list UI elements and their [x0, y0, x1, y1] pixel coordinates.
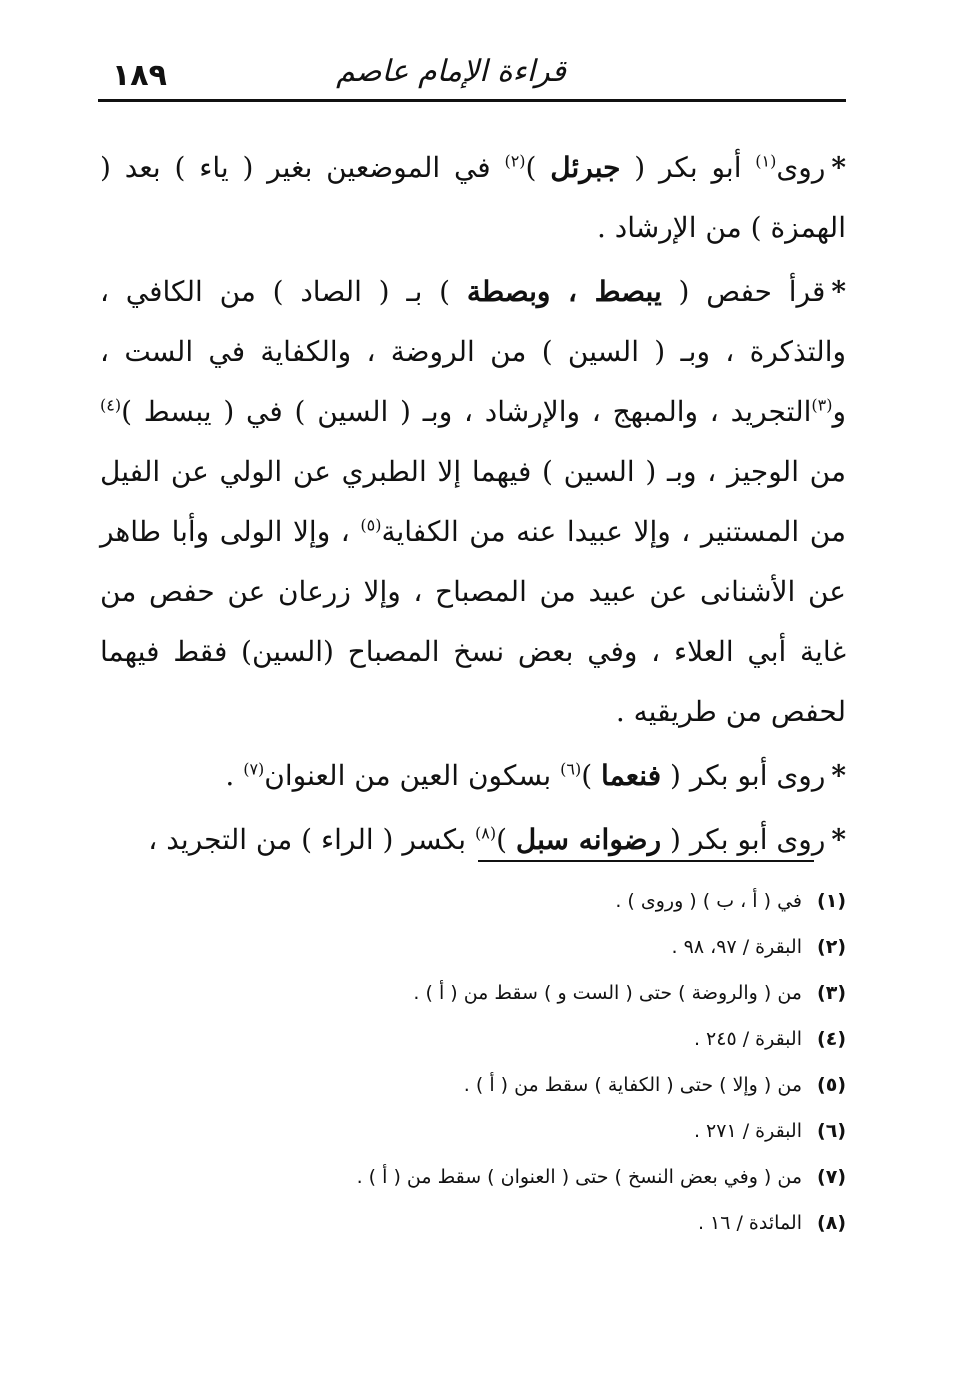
footnote-number: (٧) — [817, 1166, 846, 1188]
quranic-word: يبصط ، وبصطة — [466, 275, 662, 308]
footnote-number: (٦) — [817, 1120, 846, 1142]
footnote-item — [100, 1154, 846, 1200]
text-run: ، وإلا الولى وأبا طاهر عن الأشنانى عن عبيد من المصباح ، وإلا زرعان عن حفص من غاية أبي العلاء ، وفي بعض نسخ المصباح (السين) فقط فيهما لحفص من طريقيه . — [100, 515, 846, 728]
footnote-text: البقرة / ٢٧١ . — [693, 1120, 802, 1142]
text-run: قرأ حفص ( — [661, 275, 826, 308]
text-run: بكسر ( الراء ) من التجريد ، — [148, 823, 475, 856]
footnote-number: (٤) — [817, 1028, 846, 1050]
text-run: ) بـ ( الصاد ) من الكافي ، والتذكرة ، وبـ ( السين ) من الروضة ، والكفاية في الست ، و — [100, 275, 846, 428]
footnote-item — [100, 1108, 846, 1154]
footnote-text: البقرة / ٢٤٥ . — [693, 1028, 802, 1050]
footnotes — [100, 878, 846, 1246]
footnote-separator — [478, 860, 814, 862]
footnote-item — [100, 878, 846, 924]
footnote-number: (٥) — [817, 1074, 846, 1096]
footnote-reference: (٥) — [360, 515, 382, 535]
asterisk-marker: * — [831, 151, 846, 184]
text-run: روى — [776, 151, 826, 184]
footnote-reference: (٤) — [100, 395, 122, 415]
footnote-number: (٨) — [817, 1212, 846, 1234]
footnote-text: المائدة / ١٦ . — [697, 1212, 802, 1234]
text-run: بسكون العين من العنوان — [264, 759, 561, 792]
footnote-reference: (١) — [755, 151, 777, 171]
text-run: من الوجيز ، وبـ ( السين ) فيهما إلا الطبري عن الولي عن الفيل من المستنير ، وإلا عبيدا عنه من الكفاية — [100, 455, 847, 548]
paragraph — [100, 138, 846, 258]
paragraph — [100, 262, 846, 742]
paragraph — [100, 746, 846, 806]
footnote-item — [100, 1062, 846, 1108]
footnote-text: في ( أ ، ب ) ( وروى ) . — [615, 890, 802, 912]
asterisk-marker: * — [831, 759, 846, 792]
footnote-reference: (٢) — [504, 151, 526, 171]
footnote-item — [100, 924, 846, 970]
quranic-word: رضوانه سبل — [515, 823, 662, 856]
text-run: روى أبو بكر ( — [661, 759, 826, 792]
asterisk-marker: * — [831, 275, 846, 308]
footnote-number: (٣) — [817, 982, 846, 1004]
page-header — [98, 52, 846, 102]
text-run: ) — [496, 823, 516, 856]
footnote-item — [100, 1016, 846, 1062]
footnote-number: (١) — [817, 890, 846, 912]
text-run: ) — [525, 151, 551, 184]
text-run: في الموضعين بغير ( ياء ) بعد ( الهمزة ) من الإرشاد . — [100, 151, 846, 244]
footnote-item — [100, 1200, 846, 1246]
text-run: التجريد ، والمبهج ، والإرشاد ، وبـ ( السين ) في ( يبسط ) — [121, 395, 812, 428]
quranic-word: جبرئل — [550, 151, 621, 184]
footnote-item — [100, 970, 846, 1016]
text-run: أبو بكر ( — [620, 151, 756, 184]
running-title: قراءة الإمام عاصم — [336, 54, 566, 89]
footnote-text: من ( وإلا ) حتى ( الكفاية ) سقط من ( أ ) . — [463, 1074, 802, 1096]
footnote-number: (٢) — [817, 936, 846, 958]
text-run: ) — [581, 759, 602, 792]
footnote-text: من ( والروضة ) حتى ( الست و ) سقط من ( أ ) . — [413, 982, 802, 1004]
footnote-reference: (٧) — [243, 759, 265, 779]
footnote-reference: (٨) — [474, 823, 497, 843]
page-number: ١٨٩ — [112, 58, 167, 93]
footnote-reference: (٣) — [811, 395, 833, 415]
asterisk-marker: * — [831, 823, 846, 856]
main-text — [100, 138, 846, 874]
footnote-reference: (٦) — [560, 759, 582, 779]
footnote-text: البقرة / ٩٧، ٩٨ . — [671, 936, 802, 958]
header-rule — [98, 99, 846, 102]
text-run: روى أبو بكر ( — [661, 823, 826, 856]
quranic-word: فنعما — [601, 759, 662, 792]
footnote-text: من ( وفي بعض النسخ ) حتى ( العنوان ) سقط من ( أ ) . — [356, 1166, 802, 1188]
text-run: . — [225, 759, 244, 792]
